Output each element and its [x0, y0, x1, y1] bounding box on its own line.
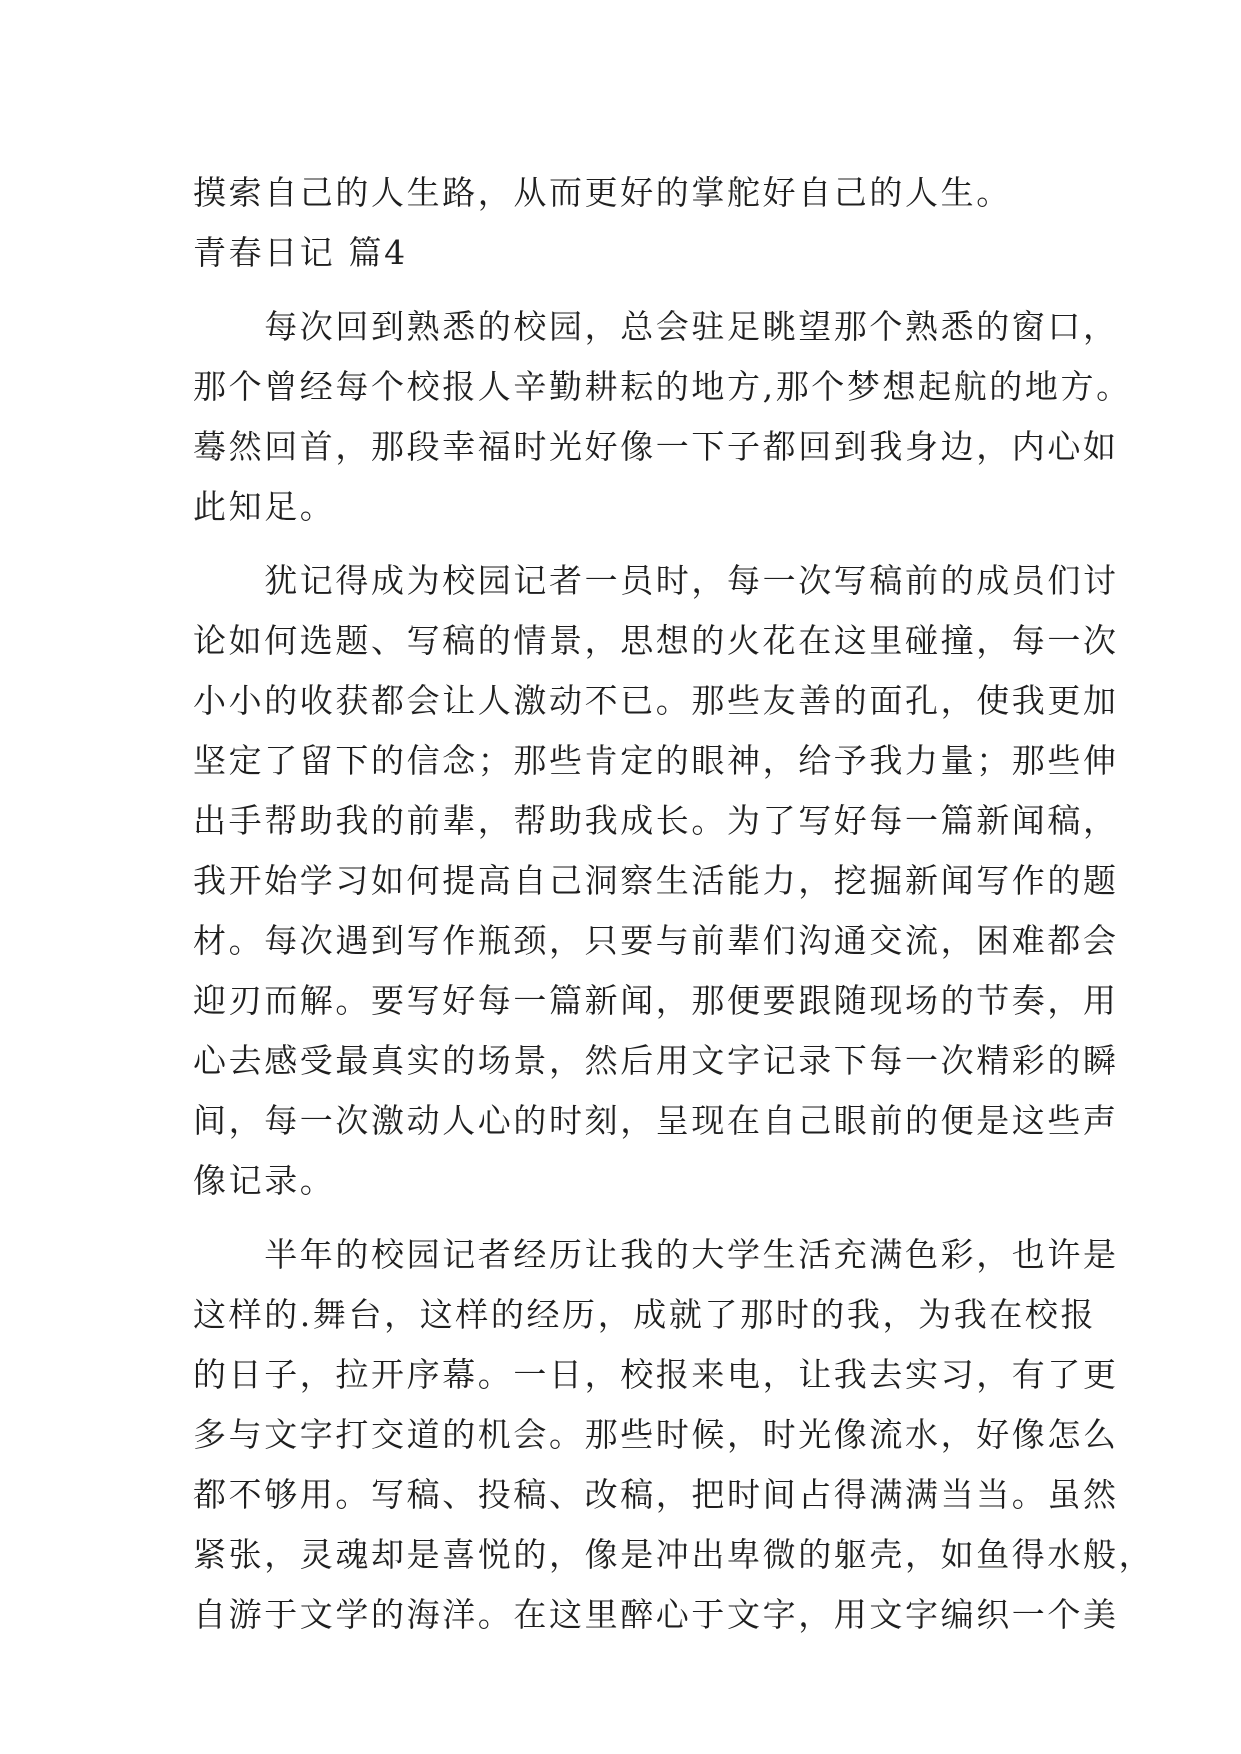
- lead-line: 摸索自己的人生路，从而更好的掌舵好自己的人生。: [193, 173, 1012, 212]
- paragraph-line: 的日子，拉开序幕。一日，校报来电，让我去实习，有了更: [193, 1355, 1119, 1394]
- paragraph-line: 像记录。: [193, 1161, 336, 1200]
- paragraph-line: 我开始学习如何提高自己洞察生活能力，挖掘新闻写作的题: [193, 861, 1119, 900]
- paragraph-line: 迎刃而解。要写好每一篇新闻，那便要跟随现场的节奏，用: [193, 981, 1119, 1020]
- section-title: 青春日记 篇4: [193, 233, 408, 272]
- paragraph-line: 多与文字打交道的机会。那些时候，时光像流水，好像怎么: [193, 1415, 1119, 1454]
- paragraph-line: 出手帮助我的前辈，帮助我成长。为了写好每一篇新闻稿，: [193, 801, 1119, 840]
- paragraph-line: 紧张，灵魂却是喜悦的，像是冲出卑微的躯壳，如鱼得水般，: [193, 1535, 1155, 1574]
- paragraph-line: 都不够用。写稿、投稿、改稿，把时间占得满满当当。虽然: [193, 1475, 1119, 1514]
- spacer: [193, 1211, 1063, 1225]
- paragraph-2: [193, 551, 1119, 1211]
- paragraph-line: 心去感受最真实的场景，然后用文字记录下每一次精彩的瞬: [193, 1041, 1119, 1080]
- paragraph-line: 蓦然回首，那段幸福时光好像一下子都回到我身边，内心如: [193, 427, 1119, 466]
- spacer: [193, 537, 1063, 551]
- spacer: [193, 283, 1063, 297]
- document-body: [193, 163, 1155, 1645]
- paragraph-line: 此知足。: [193, 487, 336, 526]
- paragraph-line: 间，每一次激动人心的时刻，呈现在自己眼前的便是这些声: [193, 1101, 1119, 1140]
- paragraph-line: 自游于文学的海洋。在这里醉心于文字，用文字编织一个美: [193, 1595, 1119, 1634]
- paragraph-line: 论如何选题、写稿的情景，思想的火花在这里碰撞，每一次: [193, 621, 1119, 660]
- paragraph-1: [193, 297, 1132, 537]
- paragraph-line: 这样的.舞台，这样的经历，成就了那时的我，为我在校报: [193, 1295, 1097, 1334]
- paragraph-line: 半年的校园记者经历让我的大学生活充满色彩，也许是: [193, 1235, 1119, 1274]
- paragraph-3: [193, 1225, 1155, 1645]
- paragraph-line: 每次回到熟悉的校园，总会驻足眺望那个熟悉的窗口，: [193, 307, 1119, 346]
- paragraph-line: 小小的收获都会让人激动不已。那些友善的面孔，使我更加: [193, 681, 1119, 720]
- paragraph-line: 材。每次遇到写作瓶颈，只要与前辈们沟通交流，困难都会: [193, 921, 1119, 960]
- paragraph-line: 那个曾经每个校报人辛勤耕耘的地方,那个梦想起航的地方。: [193, 367, 1132, 406]
- paragraph-line: 犹记得成为校园记者一员时，每一次写稿前的成员们讨: [193, 561, 1119, 600]
- paragraph-line: 坚定了留下的信念；那些肯定的眼神，给予我力量；那些伸: [193, 741, 1119, 780]
